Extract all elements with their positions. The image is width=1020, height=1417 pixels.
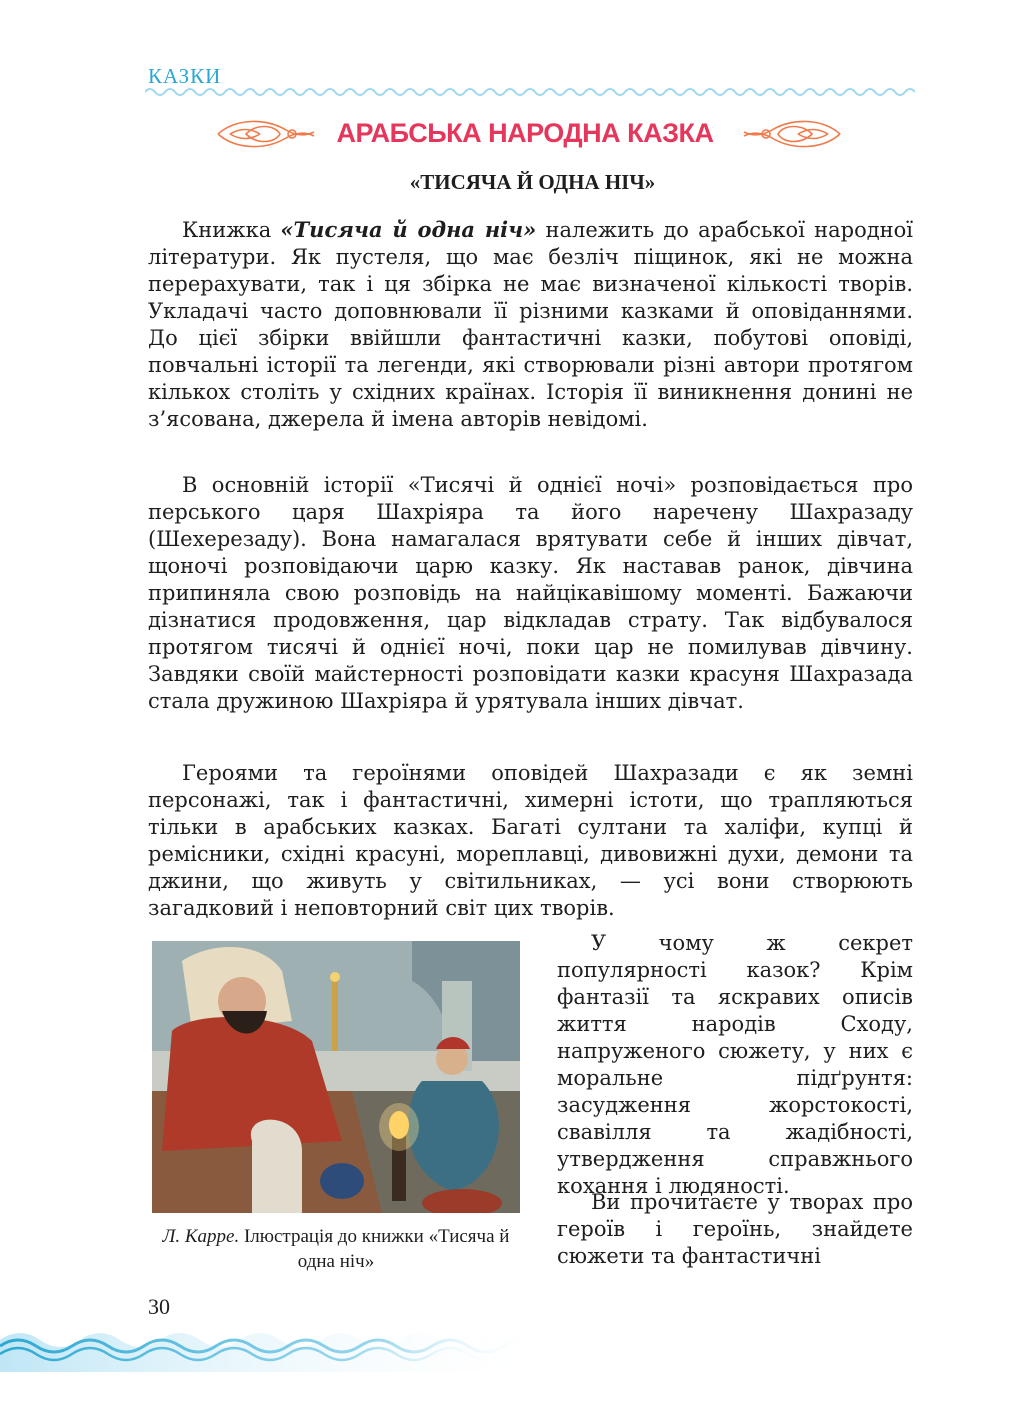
illustration-caption [152, 1224, 520, 1274]
page-number: 30 [148, 1294, 170, 1319]
intro-text-start: Книжка [182, 218, 281, 242]
ornament-right-icon [742, 112, 842, 156]
paragraph-heroes: Героями та героїнями оповідей Шахразади є як земні персонажі, так і фантастичні, химерні істоти, що трапляються тільки в арабських казках. Багаті султани та халіфи, купці й ремісники, східні красуні, мореплавці, дивовижні духи, демони та джини, що живуть у світильниках, — усі вони створюють загадковий і неповторний світ цих творів. [148, 761, 913, 920]
book-title-emphasis: «Тисяча й одна ніч» [280, 217, 537, 242]
paragraph-closing: Ви прочитаєте у творах про героїв і героїнь, знайдете сюжети та фантастичні [557, 1190, 913, 1268]
header-wave-divider [145, 86, 915, 98]
caption-text: Ілюстрація до книжки «Тисяча й одна ніч» [239, 1226, 510, 1272]
title-row [0, 112, 1020, 156]
subtitle: «ТИСЯЧА Й ОДНА НІЧ» [409, 170, 656, 194]
caption-author: Л. Карре. [162, 1226, 240, 1247]
section-label: КАЗКИ [148, 64, 222, 88]
illustration-scene [152, 941, 520, 1213]
paragraph-main-story: В основній історії «Тисячі й однієї ночі» розповідається про перського царя Шахріяра та його наречену Шахразаду (Шехерезаду). Вона намагалася врятувати себе й інших дівчат, щоночі розповідаючи царю казку. Як наставав ранок, дівчина припиняла свою розповідь на найцікавішому моменті. Бажаючи дізнатися продовження, цар відкладав страту. Так відбувалося протягом тисячі й однієї ночі, поки цар не помилував дівчину. Завдяки своїй майстерності розповідати казки красуня Шахразада стала дружиною Шахріяра й урятувала інших дівчат. [148, 473, 913, 713]
page-title: АРАБСЬКА НАРОДНА КАЗКА [336, 118, 714, 148]
intro-text-rest: належить до арабської народної літератури. Як пустеля, що має безліч піщинок, які не можна перерахувати, так і ця збірка не має визначеної кількості творів. Укладачі часто доповнювали її різними казками й оповіданнями. До цієї збірки ввійшли фантастичні казки, побутові оповіді, повчальні історії та легенди, які створювали різні автори протягом кількох століть у східних країнах. Історія її виникнення донині не з’ясована, джерела й імена авторів невідомі. [148, 218, 913, 431]
ornament-left-icon [216, 112, 316, 156]
paragraph-intro [148, 216, 913, 433]
footer-waves [0, 1312, 560, 1372]
illustration-image [152, 941, 520, 1213]
paragraph-secret: У чому ж секрет популярності казок? Крім фантазії та яскравих описів життя народів Сходу, напруженого сюжету, у них є моральне підґрунтя: засудження жорстокості, свавілля та жадібності, утвердження справжнього кохання і людяності. [557, 931, 913, 1198]
